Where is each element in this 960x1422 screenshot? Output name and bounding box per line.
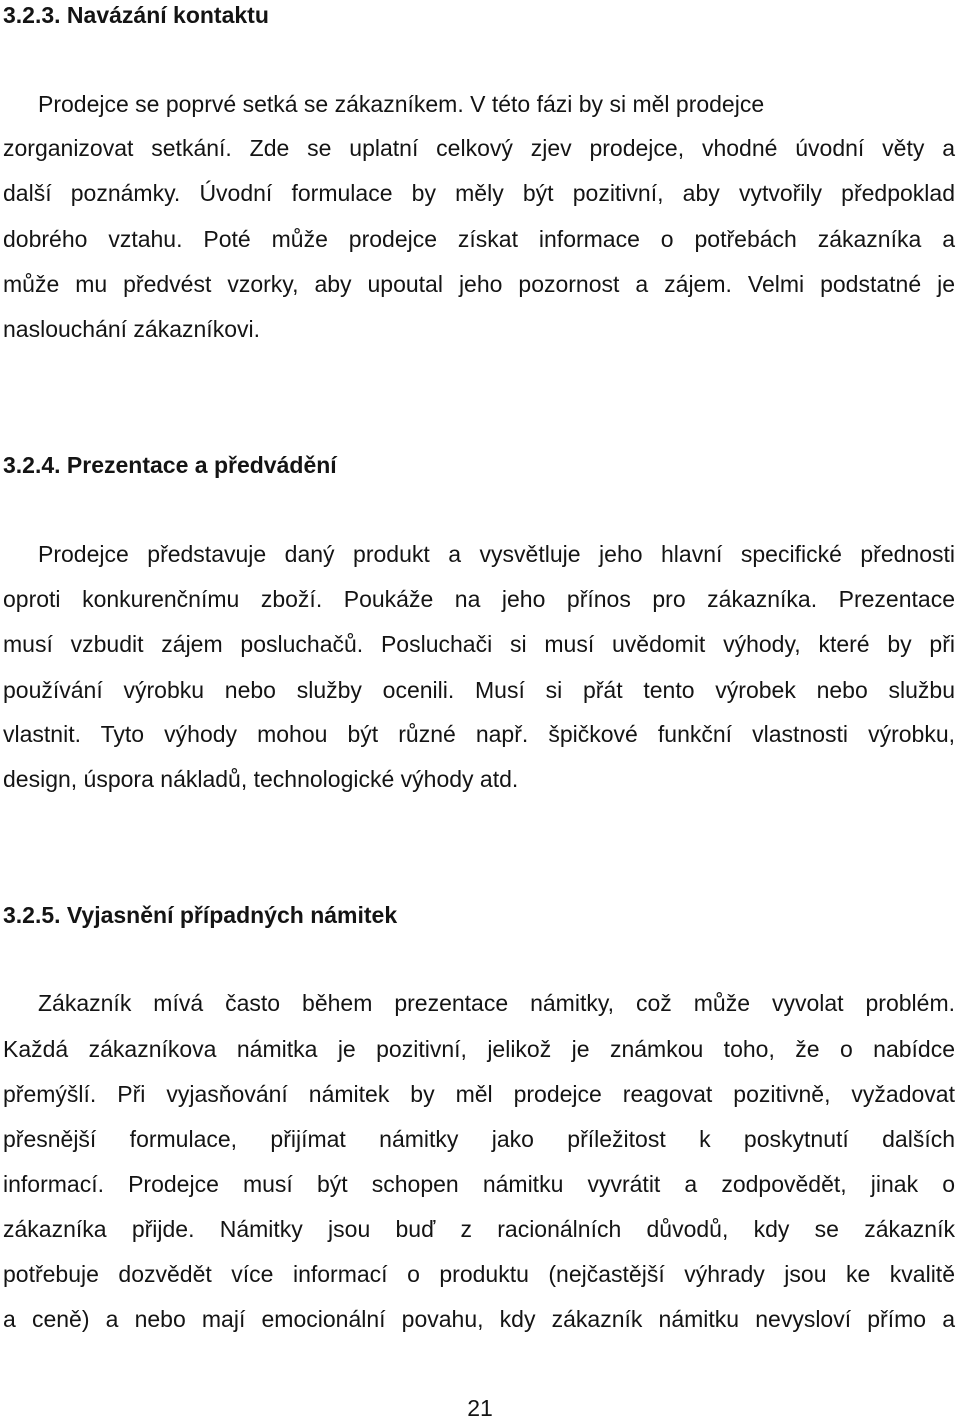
paragraph-line: Prodejce představuje daný produkt a vysvětluje jeho hlavní specifické přednosti <box>38 541 955 567</box>
paragraph-line: design, úspora nákladů, technologické výhody atd. <box>3 766 519 792</box>
paragraph-line: Prodejce se poprvé setká se zákazníkem. V této fázi by si měl prodejce <box>38 91 765 117</box>
paragraph-line: musí vzbudit zájem posluchačů. Posluchači si musí uvědomit výhody, které by při <box>3 631 955 657</box>
paragraph-line: informací. Prodejce musí být schopen námitku vyvrátit a zodpovědět, jinak o <box>3 1171 955 1197</box>
paragraph-line: Každá zákazníkova námitka je pozitivní, jelikož je známkou toho, že o nabídce <box>3 1036 955 1062</box>
section-heading-3-2-5: 3.2.5. Vyjasnění případných námitek <box>3 902 398 928</box>
paragraph-line: dobrého vztahu. Poté může prodejce získat informace o potřebách zákazníka a <box>3 226 955 252</box>
paragraph-line: vlastnit. Tyto výhody mohou být různé např. špičkové funkční vlastnosti výrobku, <box>3 721 955 747</box>
paragraph-line: přemýšlí. Při vyjasňování námitek by měl prodejce reagovat pozitivně, vyžadovat <box>3 1081 955 1107</box>
paragraph-line: může mu předvést vzorky, aby upoutal jeho pozornost a zájem. Velmi podstatné je <box>3 271 955 297</box>
paragraph-line: další poznámky. Úvodní formulace by měly být pozitivní, aby vytvořily předpoklad <box>3 180 955 206</box>
paragraph-line: naslouchání zákazníkovi. <box>3 316 260 342</box>
paragraph-line: používání výrobku nebo služby ocenili. Musí si přát tento výrobek nebo službu <box>3 677 955 703</box>
paragraph-line: přesnější formulace, přijímat námitky jako příležitost k poskytnutí dalších <box>3 1126 955 1152</box>
page-number: 21 <box>467 1395 493 1421</box>
paragraph-line: a ceně) a nebo mají emocionální povahu, kdy zákazník námitku nevysloví přímo a <box>3 1306 955 1332</box>
paragraph-line: oproti konkurenčnímu zboží. Poukáže na jeho přínos pro zákazníka. Prezentace <box>3 586 955 612</box>
section-heading-3-2-4: 3.2.4. Prezentace a předvádění <box>3 452 337 478</box>
paragraph-line: zákazníka přijde. Námitky jsou buď z racionálních důvodů, kdy se zákazník <box>3 1216 955 1242</box>
paragraph-line: zorganizovat setkání. Zde se uplatní celkový zjev prodejce, vhodné úvodní věty a <box>3 135 955 161</box>
paragraph-line: Zákazník mívá často během prezentace námitky, což může vyvolat problém. <box>38 990 955 1016</box>
paragraph-line: potřebuje dozvědět více informací o produktu (nejčastější výhrady jsou ke kvalitě <box>3 1261 955 1287</box>
section-heading-3-2-3: 3.2.3. Navázání kontaktu <box>3 2 269 28</box>
